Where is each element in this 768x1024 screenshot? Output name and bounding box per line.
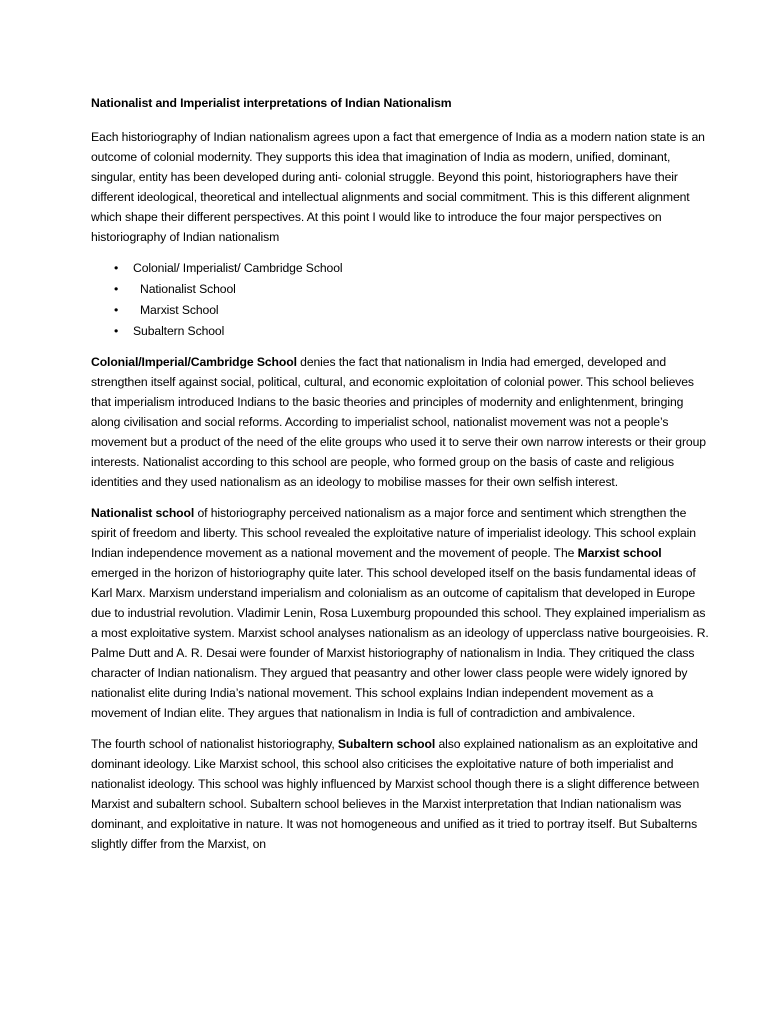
marxist-school-text: emerged in the horizon of historiography quite later. This school developed itself on the basis fundamental ideas of Karl Marx. Marxism understand imperialism and colonialism as an outcome of capitalism that developed in Europe due to industrial revolution. Vladimir Lenin, Rosa Luxemburg propounded this school. They explained imperialism as a most exploitative system. Marxist school analyses nationalism as an ideology of upperclass native bourgeoisies. R. Palme Dutt and A. R. Desai were founder of Marxist historiography of nationalism in India. They critiqued the class character of Indian nationalism. They argued that peasantry and other lower class people were widely ignored by nationalist elite during India’s national movement. This school explains Indian independent movement as a movement of Indian elite. They argues that nationalism in India is full of contradiction and ambivalence. bbox=[91, 566, 709, 720]
bullet-icon: • bbox=[114, 261, 119, 275]
intro-paragraph: Each historiography of Indian nationalism agrees upon a fact that emergence of India as a modern nation state is an outcome of colonial modernity. They supports this idea that imagination of India as modern, unified, dominant, singular, entity has been developed during anti- colonial struggle. Beyond this point, historiographers have their different ideological, theoretical and intellectual alignments and social commitment. This is this different alignment which shape their different perspectives. At this point I would like to introduce the four major perspectives on historiography of Indian nationalism bbox=[91, 130, 705, 244]
subaltern-school-text: also explained nationalism as an exploitative and dominant ideology. Like Marxist school, this school also criticises the exploitative nature of both imperialist and nationalist ideology. This school was highly influenced by Marxist school though there is a slight difference between Marxist and subaltern school. Subaltern school believes in the Marxist interpretation that Indian nationalism was dominant, and exploitative in nature. It was not homogeneous and unified as it tried to portray itself. But Subalterns slightly differ from the Marxist, on bbox=[91, 737, 700, 851]
document-title: Nationalist and Imperialist interpretations of Indian Nationalism bbox=[91, 96, 452, 110]
list-item bbox=[91, 258, 711, 279]
subaltern-school-paragraph bbox=[91, 734, 711, 854]
bullet-icon: • bbox=[114, 324, 119, 338]
bullet-icon: • bbox=[114, 303, 119, 317]
document-page bbox=[91, 93, 711, 865]
bullet-icon: • bbox=[114, 282, 119, 296]
colonial-school-paragraph bbox=[91, 352, 711, 492]
marxist-school-heading: Marxist school bbox=[577, 546, 662, 560]
colonial-school-text: denies the fact that nationalism in India had emerged, developed and strengthen itself against social, political, cultural, and economic exploitation of colonial power. This school believes that imperialism introduced Indians to the basic theories and principles of modernity and enlightenment, bringing along civilisation and social reforms. According to imperialist school, nationalist movement was not a people’s movement but a product of the need of the elite groups who used it to serve their own narrow interests or their group interests. Nationalist according to this school are people, who formed group on the basis of caste and religious identities and they used nationalism as an ideology to mobilise masses for their own selfish interest. bbox=[91, 355, 706, 489]
subaltern-school-heading: Subaltern school bbox=[337, 737, 436, 751]
list-item-label: Nationalist School bbox=[140, 282, 236, 296]
list-item-label: Marxist School bbox=[140, 303, 219, 317]
list-item bbox=[91, 321, 711, 342]
subaltern-school-intro: The fourth school of nationalist historiography, bbox=[91, 737, 338, 751]
list-item bbox=[91, 279, 711, 300]
nationalist-school-heading: Nationalist school bbox=[91, 506, 195, 520]
list-item-label: Subaltern School bbox=[133, 324, 225, 338]
nationalist-school-text: of historiography perceived nationalism as a major force and sentiment which strengthen the spirit of freedom and liberty. This school revealed the exploitative nature of imperialist ideology. This school explain Indian independence movement as a national movement and the movement of people. The bbox=[91, 506, 696, 560]
list-item-label: Colonial/ Imperialist/ Cambridge School bbox=[133, 261, 343, 275]
list-item bbox=[91, 300, 711, 321]
nationalist-school-paragraph bbox=[91, 503, 711, 723]
schools-bullet-list bbox=[91, 258, 711, 342]
colonial-school-heading: Colonial/Imperial/Cambridge School bbox=[91, 355, 297, 369]
